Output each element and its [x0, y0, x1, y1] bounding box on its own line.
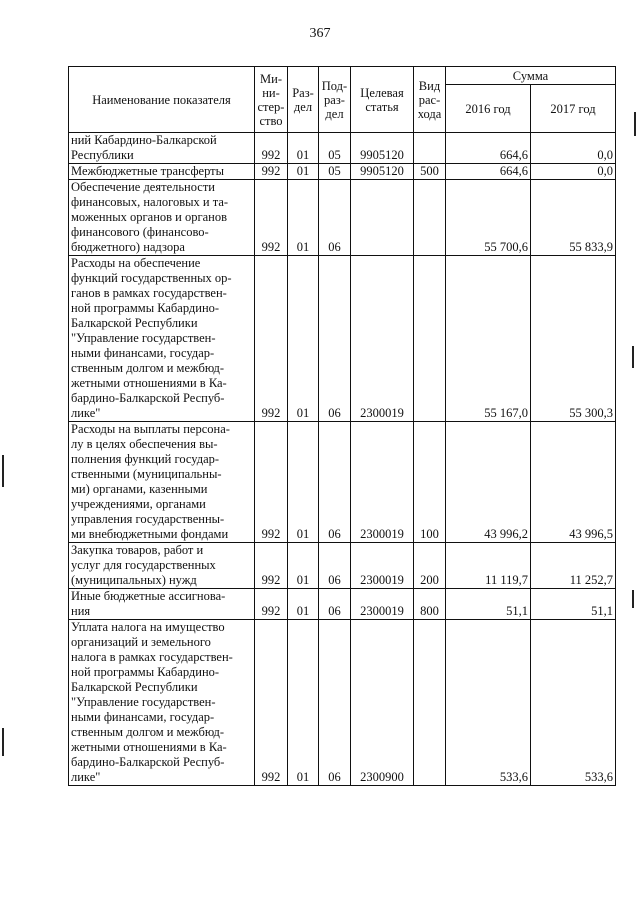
row-target: 9905120: [351, 164, 414, 180]
row-target: 2300019: [351, 256, 414, 422]
row-subsection: 06: [319, 256, 351, 422]
table-row: [69, 180, 616, 256]
header-ministry: Ми- ни- стер- ство: [255, 67, 288, 133]
page-number: 367: [309, 26, 331, 41]
header-kind: Вид рас- хода: [414, 67, 446, 133]
header-2016: 2016 год: [446, 85, 531, 133]
row-name: ний Кабардино-Балкарской Республики: [69, 133, 255, 164]
table-row: [69, 422, 616, 543]
row-ministry: 992: [255, 180, 288, 256]
row-2017: 55 300,3: [531, 256, 616, 422]
row-ministry: 992: [255, 422, 288, 543]
row-kind: [414, 180, 446, 256]
row-2017: 0,0: [531, 164, 616, 180]
row-ministry: 992: [255, 543, 288, 589]
row-name: Расходы на обеспечение функций государственных ор- ганов в рамках государствен- ной программы Кабардино- Балкарской Республики "Управление государствен- ными финансами, государ- ственным долгом и межбюд- жетными отношениями в Ка- бардино-Балкарской Респуб- лике": [69, 256, 255, 422]
row-name: Расходы на выплаты персона- лу в целях обеспечения вы- полнения функций государ- ственными (муниципальны- ми) органами, казенными учреждениями, органами управления государственны- ми внебюджетными фондами: [69, 422, 255, 543]
header-subsection: Под- раз- дел: [319, 67, 351, 133]
row-2017: 51,1: [531, 589, 616, 620]
margin-mark: [2, 728, 4, 756]
row-2016: 43 996,2: [446, 422, 531, 543]
header-target: Целевая статья: [351, 67, 414, 133]
row-name: Уплата налога на имущество организаций и земельного налога в рамках государствен- ной программы Кабардино- Балкарской Республики "Управление государствен- ными финансами, государ- ственным долгом и межбюд- жетными отношениями в Ка- бардино-Балкарской Респуб- лике": [69, 620, 255, 786]
row-subsection: 05: [319, 164, 351, 180]
row-subsection: 06: [319, 543, 351, 589]
table-row: [69, 133, 616, 164]
row-name: Закупка товаров, работ и услуг для государственных (муниципальных) нужд: [69, 543, 255, 589]
margin-mark: [632, 590, 634, 608]
margin-mark: [632, 346, 634, 368]
row-target: 9905120: [351, 133, 414, 164]
row-target: [351, 180, 414, 256]
table-row: [69, 256, 616, 422]
row-2016: 11 119,7: [446, 543, 531, 589]
row-2016: 664,6: [446, 164, 531, 180]
row-2017: 11 252,7: [531, 543, 616, 589]
row-name: Межбюджетные трансферты: [69, 164, 255, 180]
row-kind: [414, 620, 446, 786]
header-2017: 2017 год: [531, 85, 616, 133]
row-subsection: 06: [319, 422, 351, 543]
row-target: 2300019: [351, 589, 414, 620]
row-2017: 55 833,9: [531, 180, 616, 256]
row-kind: 200: [414, 543, 446, 589]
row-kind: 500: [414, 164, 446, 180]
table-body: [69, 133, 616, 786]
row-section: 01: [288, 543, 319, 589]
row-name: Обеспечение деятельности финансовых, налоговых и та- моженных органов и органов финансового (финансово- бюджетного) надзора: [69, 180, 255, 256]
row-ministry: 992: [255, 589, 288, 620]
row-ministry: 992: [255, 164, 288, 180]
row-name: Иные бюджетные ассигнова- ния: [69, 589, 255, 620]
row-2017: 533,6: [531, 620, 616, 786]
table-row: [69, 620, 616, 786]
row-2017: 0,0: [531, 133, 616, 164]
table-row: [69, 589, 616, 620]
table-row: [69, 164, 616, 180]
row-ministry: 992: [255, 133, 288, 164]
row-subsection: 06: [319, 620, 351, 786]
row-2016: 55 700,6: [446, 180, 531, 256]
row-target: 2300019: [351, 543, 414, 589]
row-subsection: 06: [319, 180, 351, 256]
row-section: 01: [288, 133, 319, 164]
row-section: 01: [288, 422, 319, 543]
row-2016: 533,6: [446, 620, 531, 786]
row-2016: 55 167,0: [446, 256, 531, 422]
margin-mark: [2, 455, 4, 487]
row-target: 2300900: [351, 620, 414, 786]
row-2017: 43 996,5: [531, 422, 616, 543]
table-row: [69, 543, 616, 589]
header-section: Раз- дел: [288, 67, 319, 133]
row-2016: 51,1: [446, 589, 531, 620]
row-section: 01: [288, 180, 319, 256]
row-kind: [414, 133, 446, 164]
row-section: 01: [288, 589, 319, 620]
row-kind: 100: [414, 422, 446, 543]
row-kind: 800: [414, 589, 446, 620]
row-ministry: 992: [255, 620, 288, 786]
row-subsection: 06: [319, 589, 351, 620]
row-ministry: 992: [255, 256, 288, 422]
row-2016: 664,6: [446, 133, 531, 164]
header-sum: Сумма: [446, 67, 616, 85]
row-subsection: 05: [319, 133, 351, 164]
header-name: Наименование показателя: [69, 67, 255, 133]
row-target: 2300019: [351, 422, 414, 543]
row-section: 01: [288, 164, 319, 180]
margin-mark: [634, 112, 636, 136]
row-section: 01: [288, 620, 319, 786]
row-section: 01: [288, 256, 319, 422]
row-kind: [414, 256, 446, 422]
budget-table: [68, 66, 616, 786]
